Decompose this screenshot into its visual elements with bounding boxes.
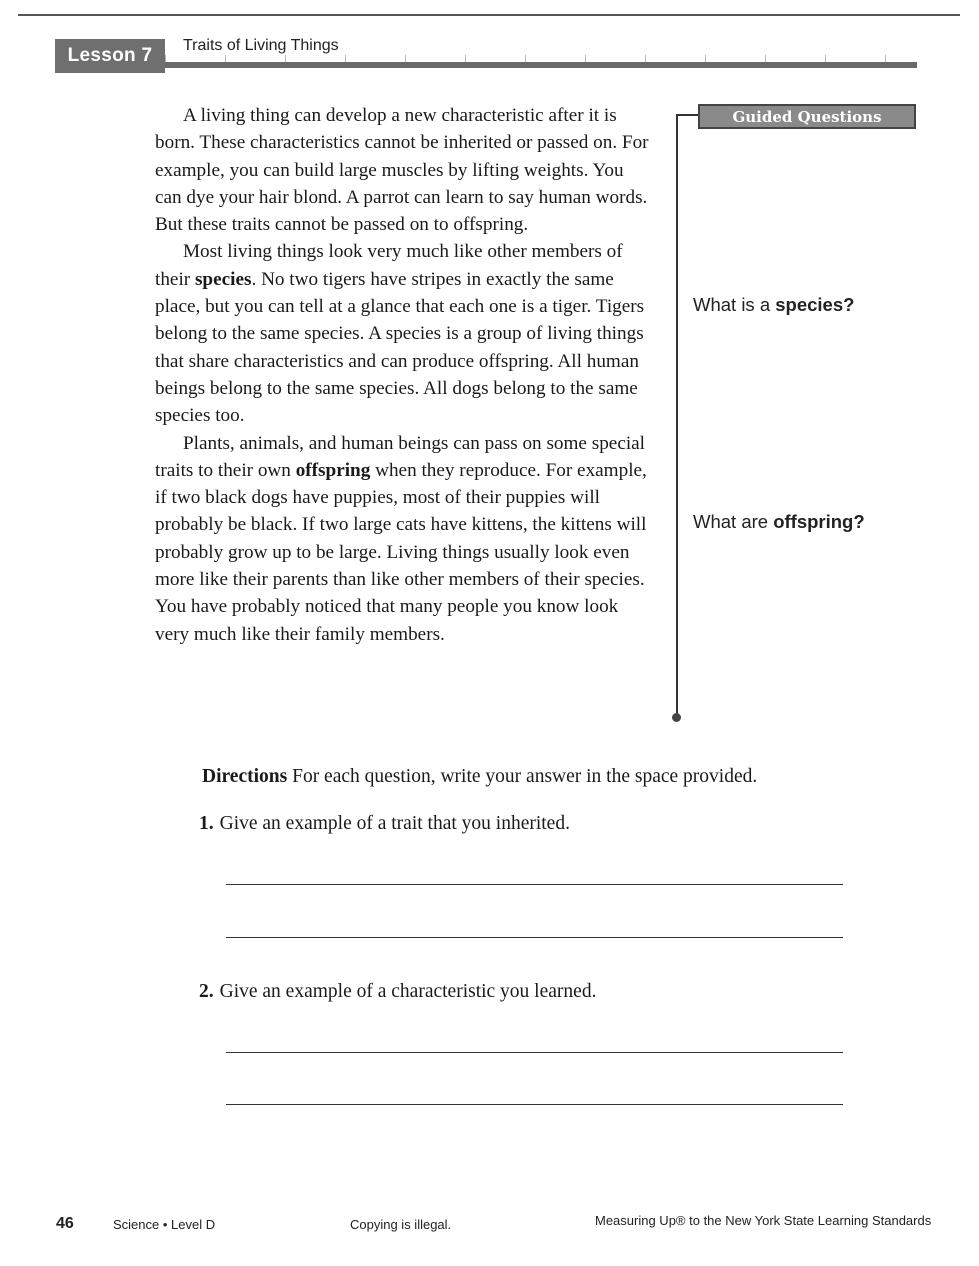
paragraph-1: A living thing can develop a new characteristic after it is born. These characteristics cannot be inherited or passed on. For example, you can build large muscles by lifting weights. You can dye your hair blond. A parrot can learn to say human words. But these traits cannot be passed on to offspring. [155, 105, 649, 236]
answer-line-1b[interactable] [226, 937, 843, 938]
copyright-notice: Copying is illegal. [350, 1217, 452, 1232]
lesson-title: Traits of Living Things [183, 37, 339, 54]
guided-question-species: What is a species? [693, 294, 855, 315]
header-ruler-ticks [165, 55, 917, 62]
lesson-badge: Lesson 7 [55, 39, 165, 73]
term-offspring: offspring [295, 459, 371, 481]
paragraph-2: Most living things look very much like other members of their species. No two tigers have stripes in exactly the same place, but you can tell at a glance that each one is a tiger. Tigers belong to the same species. A species is a group of living things that share characteristics and can produce offspring. All human beings belong to the same species. All dogs belong to the same species too. [155, 241, 645, 427]
directions [202, 766, 757, 788]
page-number: 46 [56, 1215, 74, 1232]
bracket-end-dot [672, 713, 681, 722]
answer-line-1a[interactable] [226, 884, 843, 885]
reading-passage [155, 102, 650, 648]
guided-questions-connector [676, 114, 698, 116]
term-species: species [194, 268, 252, 290]
question-1: 1. Give an example of a trait that you inherited. [199, 813, 570, 834]
book-title: Science • Level D [113, 1217, 216, 1232]
top-rule [18, 14, 960, 16]
answer-line-2a[interactable] [226, 1052, 843, 1053]
guided-question-offspring: What are offspring? [693, 511, 865, 532]
guided-questions-bracket [676, 114, 678, 718]
directions-text: For each question, write your answer in the space provided. [287, 766, 758, 787]
question-2: 2. Give an example of a characteristic you learned. [199, 981, 597, 1002]
answer-line-2b[interactable] [226, 1104, 843, 1105]
directions-label: Directions [202, 766, 288, 787]
paragraph-3: Plants, animals, and human beings can pass on some special traits to their own offspring when they reproduce. For example, if two black dogs have puppies, most of their puppies will probably be black. If two large cats have kittens, the kittens will probably grow up to be large. Living things usually look even more like their parents than like other members of their species. You have probably noticed that many people you know look very much like their family members. [155, 432, 647, 645]
guided-questions-label: Guided Questions [698, 104, 916, 129]
series-title: Measuring Up® to the New York State Learning Standards [595, 1213, 932, 1228]
header-bar [165, 62, 917, 68]
